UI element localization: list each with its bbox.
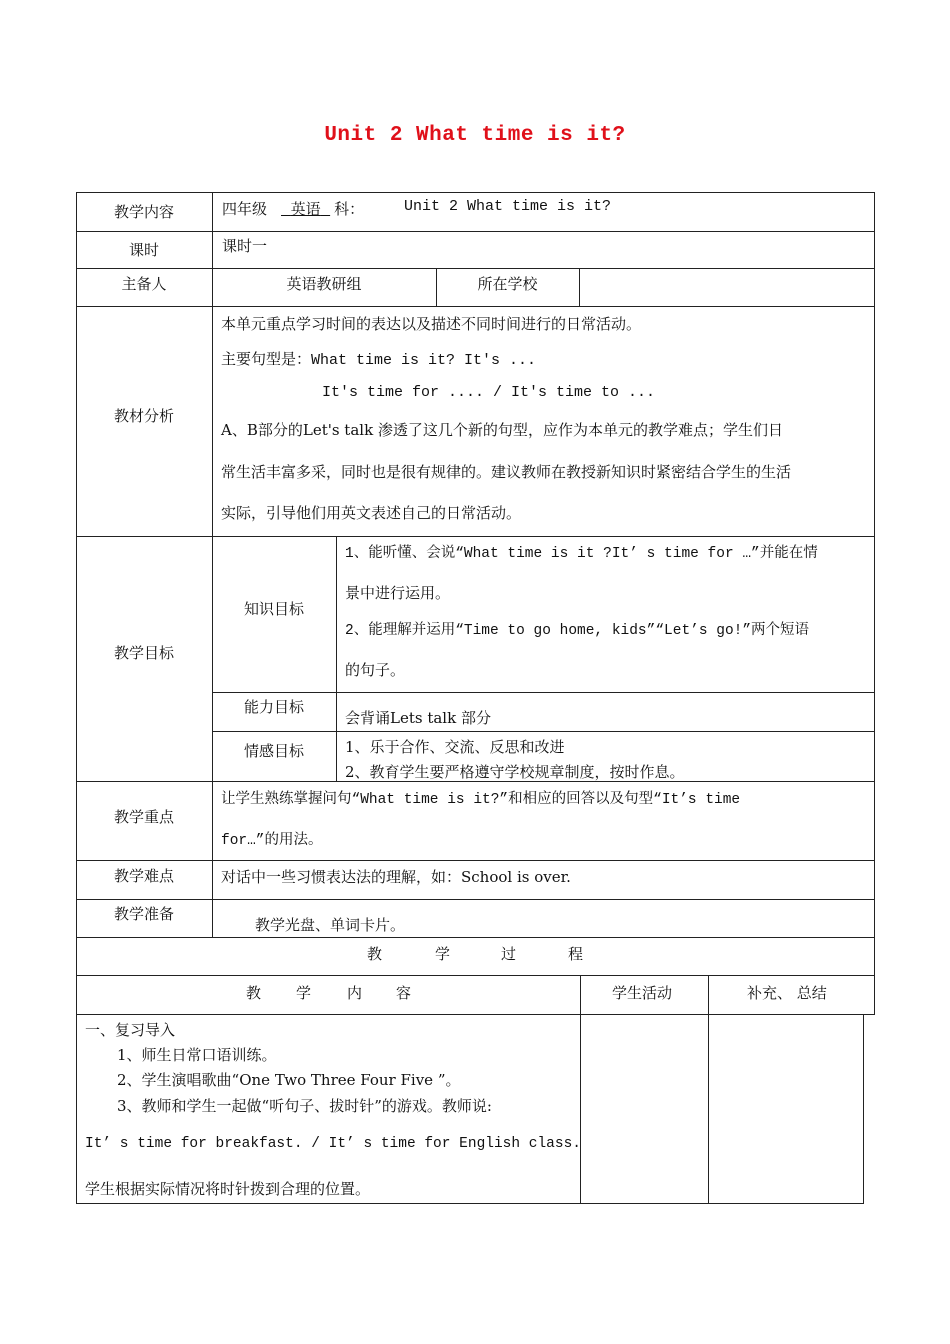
col-content-char: 容 bbox=[396, 984, 412, 1002]
school-value bbox=[579, 268, 875, 298]
ability-label: 能力目标 bbox=[243, 697, 304, 716]
analysis-line: It's time for .... / It's time to ... bbox=[322, 384, 656, 401]
analysis-line: 主要句型是：What time is it? It's ... bbox=[221, 352, 537, 369]
focus-label: 教学重点 bbox=[113, 807, 174, 826]
analysis-line: 常生活丰富多采，同时也是很有规律的。建议教师在教授新知识时紧密结合学生的生活 bbox=[221, 463, 792, 481]
ability-value: 会背诵Lets talk 部分 bbox=[345, 709, 491, 727]
focus-line: for…”的用法。 bbox=[221, 833, 323, 849]
analysis-line: 实际，引导他们用英文表述自己的日常活动。 bbox=[221, 504, 522, 522]
emotion-label: 情感目标 bbox=[243, 741, 304, 760]
col-content-char: 学 bbox=[296, 984, 312, 1002]
knowledge-line: 2、能理解并运用“Time to go home, kids”“Let’s go!”两个短语 bbox=[345, 623, 810, 639]
unit-value: Unit 2 What time is it? bbox=[404, 198, 612, 215]
process-header-char: 程 bbox=[568, 945, 584, 963]
prep-label: 教学准备 bbox=[113, 904, 174, 923]
process-item: 1、师生日常口语训练。 bbox=[117, 1046, 277, 1064]
goals-label: 教学目标 bbox=[113, 644, 174, 662]
process-example: It’ s time for breakfast. / It’ s time for English class. bbox=[85, 1136, 581, 1152]
difficulty-value: 对话中一些习惯表达法的理解，如：School is over. bbox=[221, 868, 571, 886]
col-content-char: 教 bbox=[246, 984, 262, 1002]
process-header-char: 过 bbox=[501, 945, 517, 963]
col-summary-header: 补充、 总结 bbox=[747, 984, 827, 1002]
grade-value: 四年级 英语 科： bbox=[222, 200, 365, 218]
page-title: Unit 2 What time is it? bbox=[324, 124, 626, 147]
col-activity-header: 学生活动 bbox=[612, 984, 673, 1002]
process-closing: 学生根据实际情况将时针拨到合理的位置。 bbox=[85, 1180, 371, 1198]
focus-line: 让学生熟练掌握问句“What time is it?”和相应的回答以及句型“It’s time bbox=[221, 792, 741, 808]
prep-value: 教学光盘、单词卡片。 bbox=[255, 916, 406, 934]
school-label: 所在学校 bbox=[477, 274, 538, 293]
content-label: 教学内容 bbox=[113, 203, 174, 221]
process-item: 3、教师和学生一起做“听句子、拔时针”的游戏。教师说: bbox=[117, 1097, 492, 1115]
preparer-value: 英语教研组 bbox=[286, 274, 362, 293]
knowledge-line: 1、能听懂、会说“What time is it ?It’ s time for …”并能在情 bbox=[345, 546, 818, 562]
emotion-line: 2、教育学生要严格遵守学校规章制度，按时作息。 bbox=[345, 763, 685, 781]
analysis-line: A、B部分的Let's talk 渗透了这几个新的句型，应作为本单元的教学难点；学生们日 bbox=[221, 421, 783, 439]
analysis-line: 本单元重点学习时间的表达以及描述不同时间进行的日常活动。 bbox=[221, 315, 642, 333]
knowledge-line: 景中进行运用。 bbox=[345, 584, 451, 602]
process-header-char: 教 bbox=[367, 945, 383, 963]
process-item: 2、学生演唱歌曲“One Two Three Four Five ”。 bbox=[117, 1071, 461, 1089]
knowledge-label: 知识目标 bbox=[243, 599, 304, 618]
section-title: 一、复习导入 bbox=[85, 1021, 176, 1039]
col-content-char: 内 bbox=[347, 984, 363, 1002]
emotion-line: 1、乐于合作、交流、反思和改进 bbox=[345, 738, 565, 756]
period-value: 课时一 bbox=[222, 237, 268, 255]
analysis-label: 教材分析 bbox=[113, 406, 174, 425]
difficulty-label: 教学难点 bbox=[113, 866, 174, 885]
knowledge-line: 的句子。 bbox=[345, 661, 406, 679]
preparer-label: 主备人 bbox=[121, 274, 167, 293]
process-header-char: 学 bbox=[435, 945, 451, 963]
period-label: 课时 bbox=[128, 241, 159, 259]
